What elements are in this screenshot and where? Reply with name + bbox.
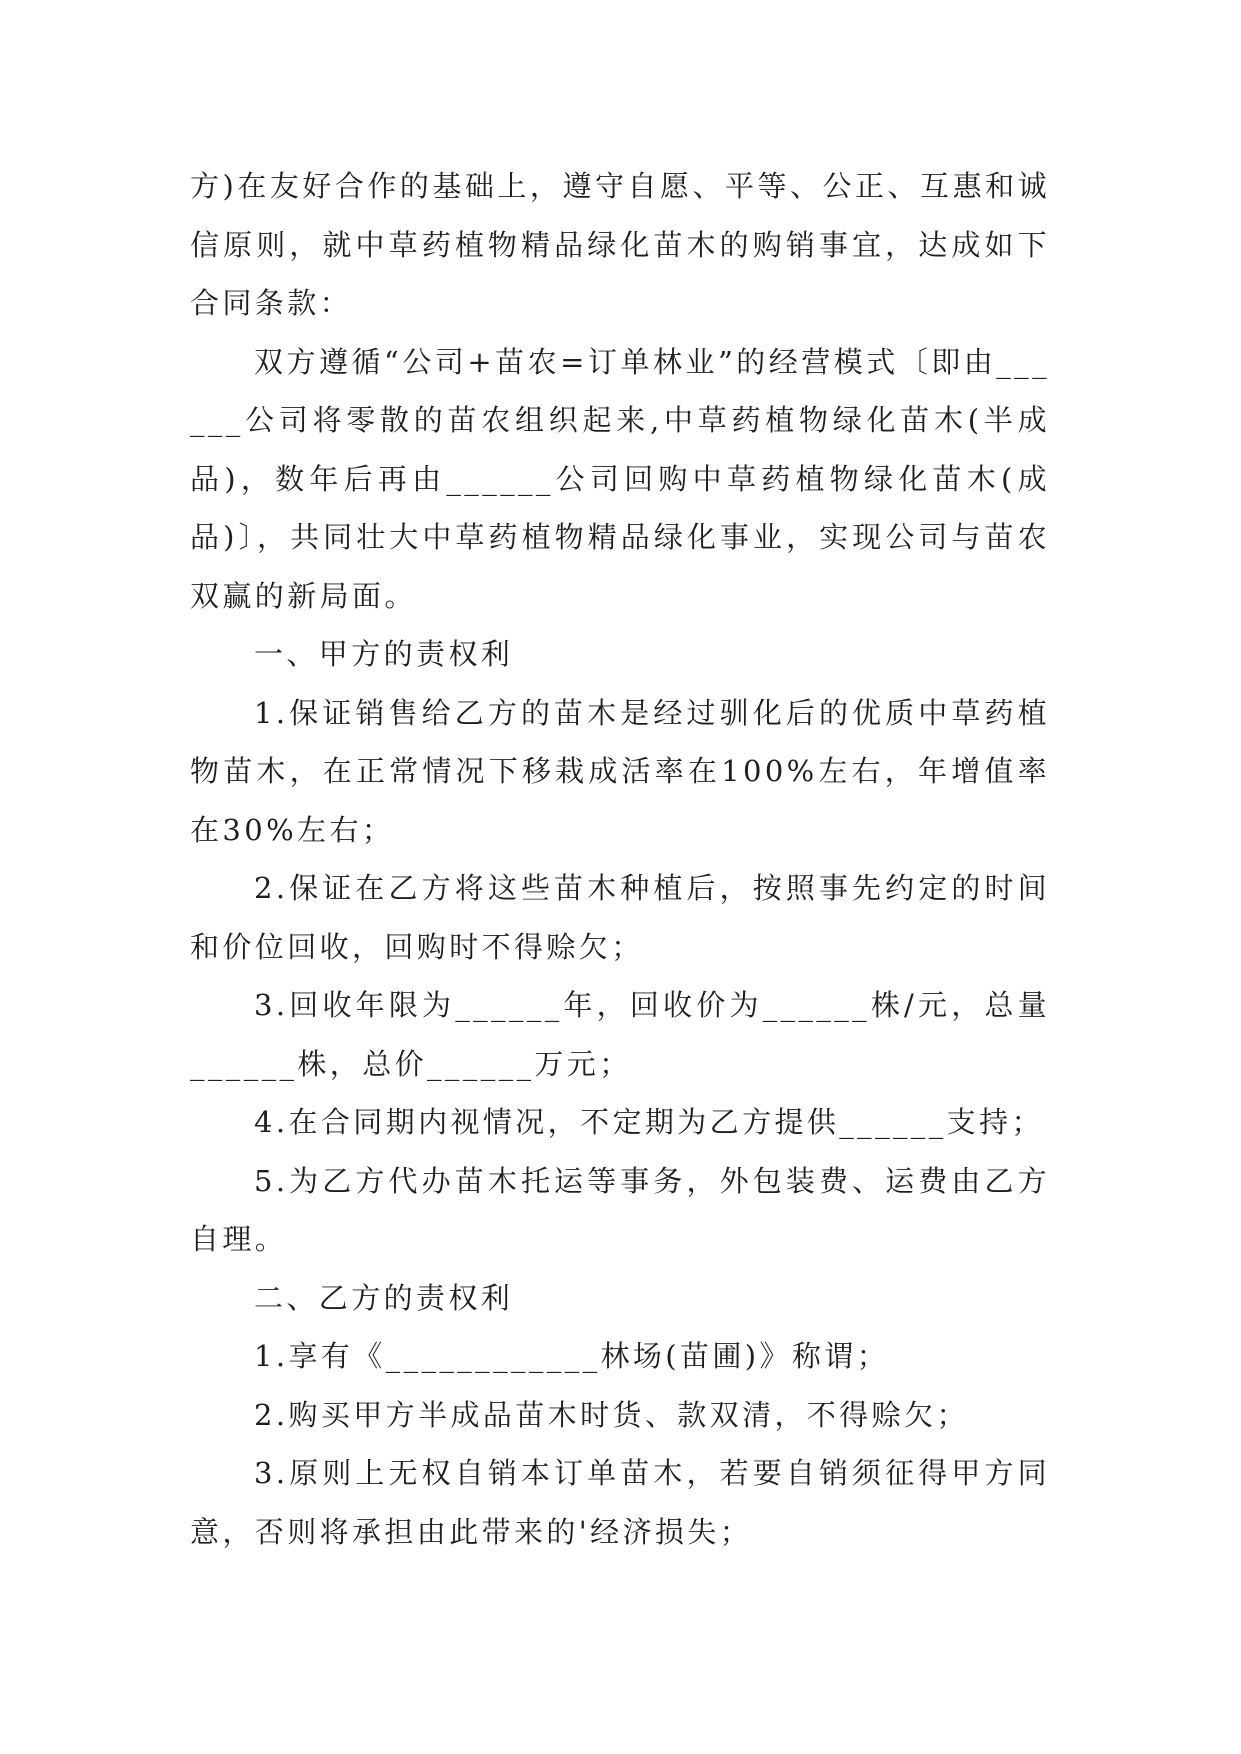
- party-a-clause-1: 1.保证销售给乙方的苗木是经过驯化后的优质中草药植物苗木，在正常情况下移栽成活率在100%左右，年增值率在30%左右；: [190, 695, 1050, 847]
- party-b-clause-1: 1.享有《____________林场(苗圃)》称谓；: [254, 1339, 890, 1373]
- section-heading-party-b: 二、乙方的责权利: [254, 1280, 514, 1315]
- document-page: [190, 157, 1050, 1561]
- intro-paragraph: 方)在友好合作的基础上，遵守自愿、平等、公正、互惠和诚信原则，就中草药植物精品绿化苗木的购销事宜，达成如下合同条款：: [190, 169, 1050, 320]
- business-model-paragraph: 双方遵循“公司+苗农=订单林业”的经营模式〔即由______公司将零散的苗农组织起来,中草药植物绿化苗木(半成品)，数年后再由______公司回购中草药植物绿化苗木(成品)〕，共同壮大中草药植物精品绿化事业，实现公司与苗农双赢的新局面。: [190, 344, 1050, 613]
- party-a-clause-2: 2.保证在乙方将这些苗木种植后，按照事先约定的时间和价位回收，回购时不得赊欠；: [190, 871, 1050, 964]
- party-b-clause-3: 3.原则上无权自销本订单苗木，若要自销须征得甲方同意，否则将承担由此带来的'经济损失；: [190, 1456, 1050, 1549]
- party-a-clause-5: 5.为乙方代办苗木托运等事务，外包装费、运费由乙方自理。: [190, 1163, 1050, 1256]
- party-a-clause-4: 4.在合同期内视情况，不定期为乙方提供______支持；: [254, 1105, 1044, 1139]
- section-heading-party-a: 一、甲方的责权利: [254, 637, 514, 671]
- party-a-clause-3: 3.回收年限为______年，回收价为______株/元，总量______株，总价______万元；: [190, 988, 1050, 1081]
- party-b-clause-2: 2.购买甲方半成品苗木时货、款双清，不得赊欠；: [254, 1397, 969, 1432]
